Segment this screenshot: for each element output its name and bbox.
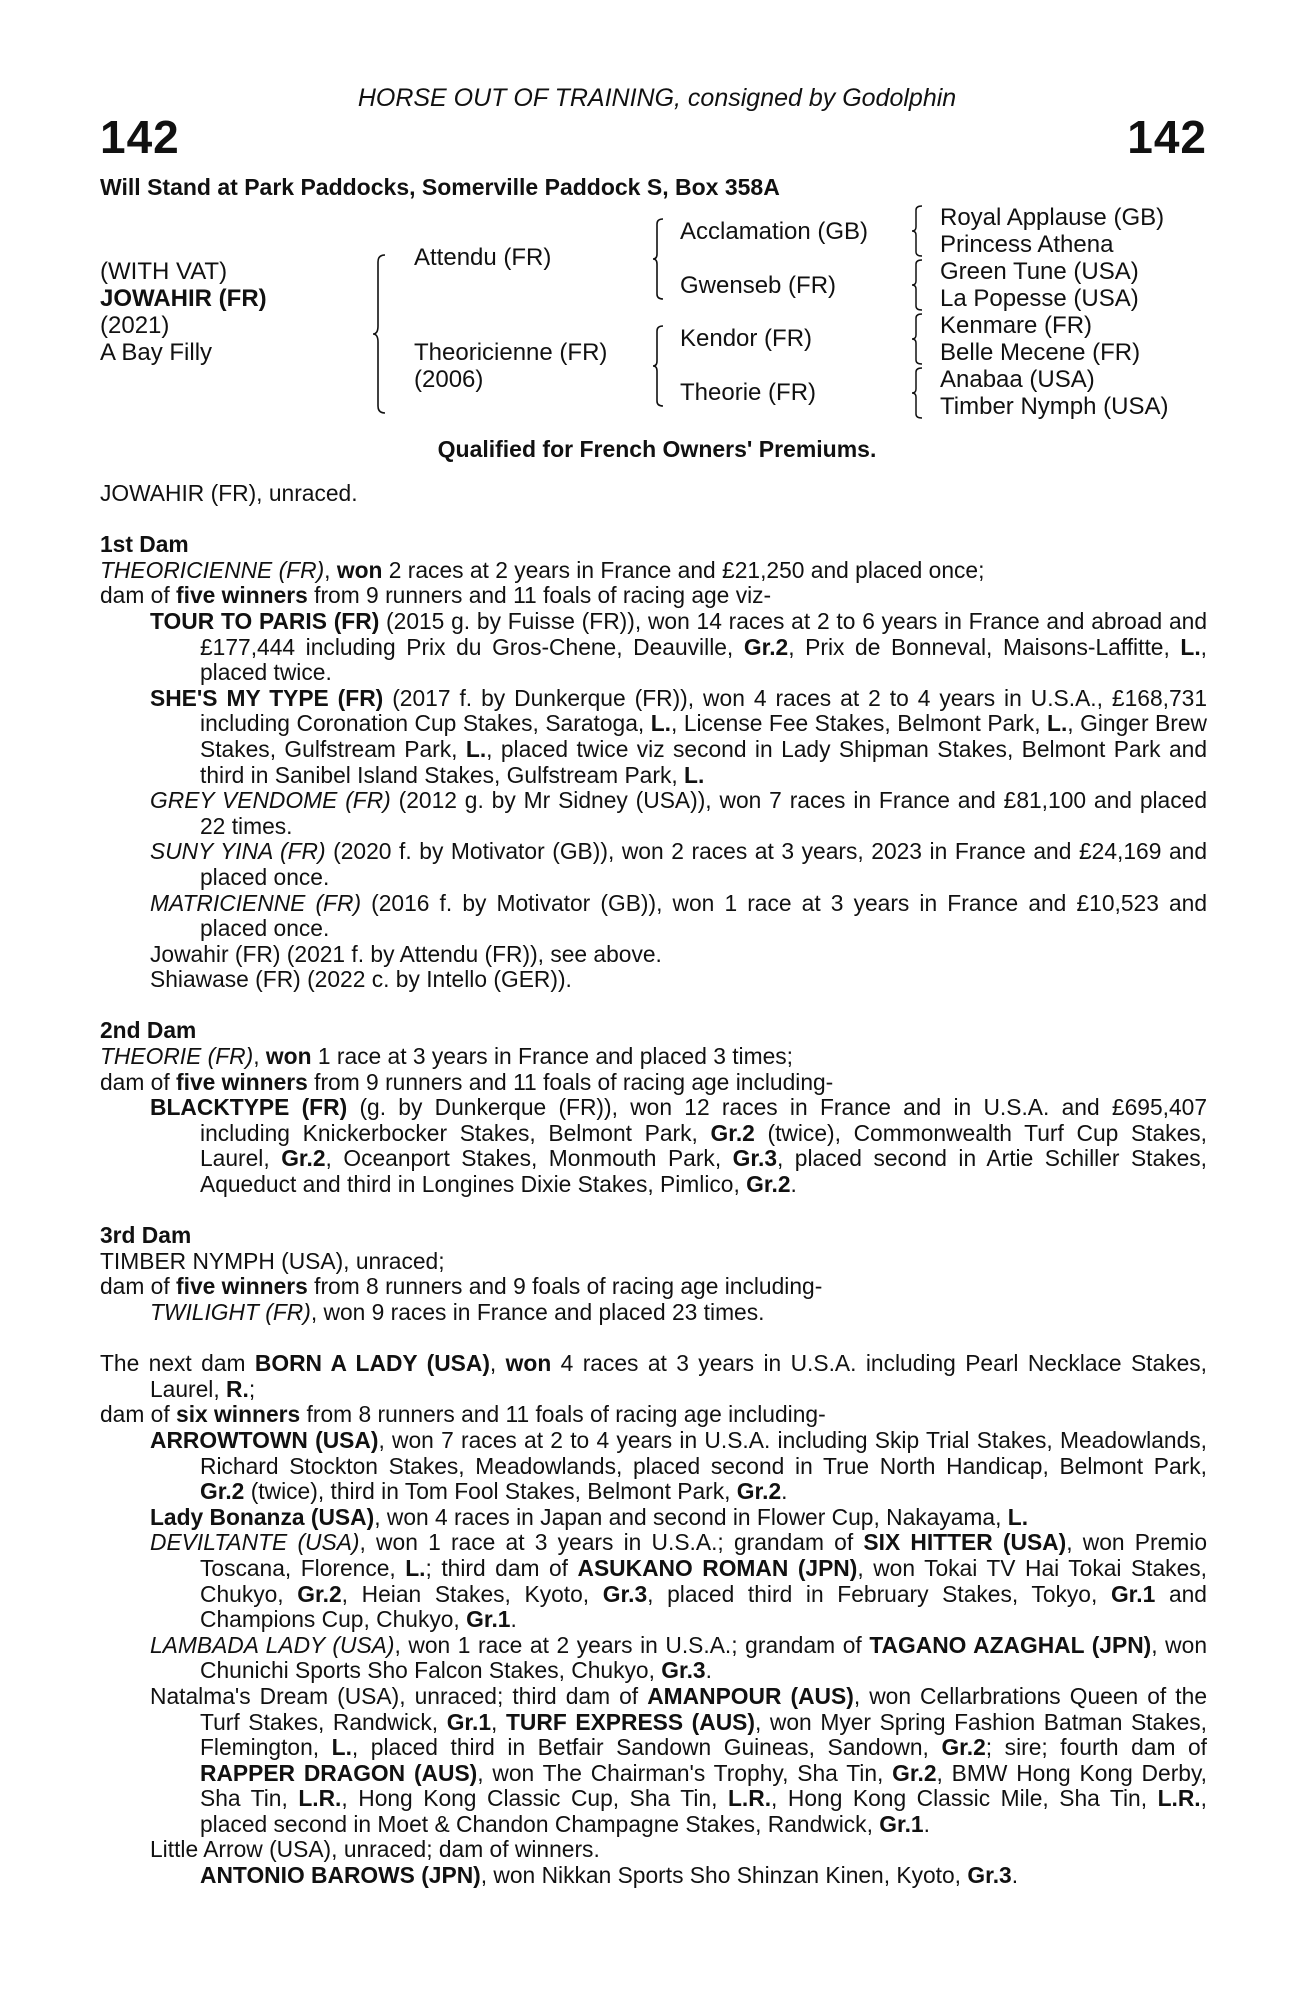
produce-matricienne: MATRICIENNE (FR) (2016 f. by Motivator (GB)), won 1 race at 3 years in France and £10,523 and placed once.	[150, 889, 1208, 942]
produce-antonio-barows: ANTONIO BAROWS (JPN), won Nikkan Sports Sho Shinzan Kinen, Kyoto, Gr.3.	[200, 1862, 1019, 1889]
brace-main	[372, 254, 386, 414]
produce-jowahir: Jowahir (FR) (2021 f. by Attendu (FR)), see above.	[150, 940, 662, 967]
brace-g78	[911, 367, 923, 419]
produce-lambada-lady: LAMBADA LADY (USA), won 1 race at 2 years in U.S.A.; grandam of TAGANO AZAGHAL (JPN), won Chunichi Sports Sho Falcon Stakes, Chukyo, Gr.3.	[150, 1631, 1207, 1684]
second-dam-heading: 2nd Dam	[100, 1017, 197, 1044]
produce-suny-yina: SUNY YINA (FR) (2020 f. by Motivator (GB)), won 2 races at 3 years, 2023 in France and £24,169 and placed once.	[150, 838, 1207, 890]
ancestor-3: Green Tune (USA)	[940, 258, 1139, 285]
produce-blacktype: BLACKTYPE (FR) (g. by Dunkerque (FR)), won 12 races in France and in U.S.A. and £695,407 including Knickerbocker Stakes, Belmont Park, Gr.2 (twice), Commonwealth Turf Cup Stakes, Laurel, Gr.2, Oceanport Stakes, Monmouth Park, Gr.3, placed second in Artie Schiller Stakes, Aqueduct and third in Longines Dixie Stakes, Pimlico, Gr.2.	[150, 1094, 1208, 1198]
vat-note: (WITH VAT)	[100, 258, 228, 285]
produce-grey-vendome: GREY VENDOME (FR) (2012 g. by Mr Sidney (USA)), won 7 races in France and £81,100 and placed 22 times.	[150, 787, 1207, 839]
brace-g34	[911, 259, 923, 311]
ancestor-4: La Popesse (USA)	[940, 285, 1139, 312]
dam-year: (2006)	[414, 366, 484, 393]
unraced-line: JOWAHIR (FR), unraced.	[100, 480, 358, 506]
produce-tour-to-paris: TOUR TO PARIS (FR) (2015 g. by Fuisse (FR)), won 14 races at 2 to 6 years in France and abroad and £177,444 including Prix du Gros-Chene, Deauville, Gr.2, Prix de Bonneval, Maisons-Laffitte, L., placed twice.	[150, 607, 1208, 686]
sire-sire: Acclamation (GB)	[680, 218, 869, 245]
produce-arrowtown: ARROWTOWN (USA), won 7 races at 2 to 4 years in U.S.A. including Skip Trial Stakes, Meadowlands, Richard Stockton Stakes, Meadowlands, placed second in True North Handicap, Belmont Park, Gr.2 (twice), third in Tom Fool Stakes, Belmont Park, Gr.2.	[150, 1426, 1207, 1505]
ancestor-5: Kenmare (FR)	[940, 312, 1093, 339]
third-dam-record: TIMBER NYMPH (USA), unraced;	[100, 1247, 445, 1274]
brace-g56	[911, 313, 923, 365]
first-dam-heading: 1st Dam	[100, 531, 189, 558]
produce-shes-my-type: SHE'S MY TYPE (FR) (2017 f. by Dunkerque (FR)), won 4 races at 2 to 4 years in U.S.A., £168,731 including Coronation Cup Stakes, Saratoga, L., License Fee Stakes, Belmont Park, L., Ginger Brew Stakes, Gulfstream Park, L., placed twice viz second in Lady Shipman Stakes, Belmont Park and third in Sanibel Island Stakes, Gulfstream Park, L.	[150, 684, 1207, 788]
horse-description: A Bay Filly	[100, 339, 213, 366]
ancestor-2: Princess Athena	[940, 231, 1114, 258]
lot-number-right: 142	[1127, 111, 1207, 163]
lot-number-left: 142	[100, 111, 180, 163]
next-dam-produce: dam of six winners from 8 runners and 11 foals of racing age including-	[100, 1401, 826, 1428]
dam: Theoricienne (FR)	[414, 339, 608, 366]
next-dam-record: The next dam BORN A LADY (USA), won 4 races at 3 years in U.S.A. including Pearl Necklace Stakes, Laurel, R.;	[100, 1350, 1208, 1402]
third-dam-heading: 3rd Dam	[100, 1222, 192, 1249]
dam-dam: Theorie (FR)	[680, 379, 817, 406]
consignment-line: HORSE OUT OF TRAINING, consigned by Godolphin	[357, 84, 957, 112]
sire-dam: Gwenseb (FR)	[680, 272, 837, 299]
second-dam-produce: dam of five winners from 9 runners and 11 foals of racing age including-	[100, 1068, 834, 1095]
sire: Attendu (FR)	[414, 244, 552, 271]
horse-year: (2021)	[100, 312, 170, 339]
first-dam-produce: dam of five winners from 9 runners and 11 foals of racing age viz-	[100, 582, 772, 609]
produce-twilight: TWILIGHT (FR), won 9 races in France and placed 23 times.	[150, 1299, 765, 1325]
third-dam-produce: dam of five winners from 8 runners and 9 foals of racing age including-	[100, 1273, 823, 1300]
brace-sire	[652, 218, 664, 300]
produce-natalmas-dream: Natalma's Dream (USA), unraced; third dam of AMANPOUR (AUS), won Cellarbrations Queen of the Turf Stakes, Randwick, Gr.1, TURF EXPRESS (AUS), won Myer Spring Fashion Batman Stakes, Flemington, L., placed third in Betfair Sandown Guineas, Sandown, Gr.2; sire; fourth dam of RAPPER DRAGON (AUS), won The Chairman's Trophy, Sha Tin, Gr.2, BMW Hong Kong Derby, Sha Tin, L.R., Hong Kong Classic Cup, Sha Tin, L.R., Hong Kong Classic Mile, Sha Tin, L.R., placed second in Moet & Chandon Champagne Stakes, Randwick, Gr.1.	[150, 1682, 1208, 1837]
produce-lady-bonanza: Lady Bonanza (USA), won 4 races in Japan and second in Flower Cup, Nakayama, L.	[150, 1503, 1029, 1530]
catalogue-body	[100, 481, 1207, 1889]
produce-shiawase: Shiawase (FR) (2022 c. by Intello (GER)).	[150, 966, 572, 993]
ancestor-7: Anabaa (USA)	[940, 366, 1095, 393]
dam-sire: Kendor (FR)	[680, 325, 813, 352]
brace-dam	[652, 325, 664, 407]
brace-g12	[911, 205, 923, 257]
horse-name: JOWAHIR (FR)	[100, 285, 267, 312]
first-dam-record: THEORICIENNE (FR), won 2 races at 2 years in France and £21,250 and placed once;	[100, 556, 985, 583]
ancestor-8: Timber Nymph (USA)	[940, 393, 1169, 420]
ancestor-1: Royal Applause (GB)	[940, 204, 1165, 231]
ancestor-6: Belle Mecene (FR)	[940, 339, 1141, 366]
stabling-info: Will Stand at Park Paddocks, Somerville Paddock S, Box 358A	[100, 174, 780, 200]
second-dam-record: THEORIE (FR), won 1 race at 3 years in France and placed 3 times;	[100, 1043, 794, 1070]
qualified-note: Qualified for French Owners' Premiums.	[437, 436, 877, 462]
produce-little-arrow: Little Arrow (USA), unraced; dam of winners.	[150, 1836, 600, 1863]
produce-deviltante: DEVILTANTE (USA), won 1 race at 3 years in U.S.A.; grandam of SIX HITTER (USA), won Premio Toscana, Florence, L.; third dam of ASUKANO ROMAN (JPN), won Tokai TV Hai Tokai Stakes, Chukyo, Gr.2, Heian Stakes, Kyoto, Gr.3, placed third in February Stakes, Tokyo, Gr.1 and Champions Cup, Chukyo, Gr.1.	[150, 1529, 1208, 1633]
